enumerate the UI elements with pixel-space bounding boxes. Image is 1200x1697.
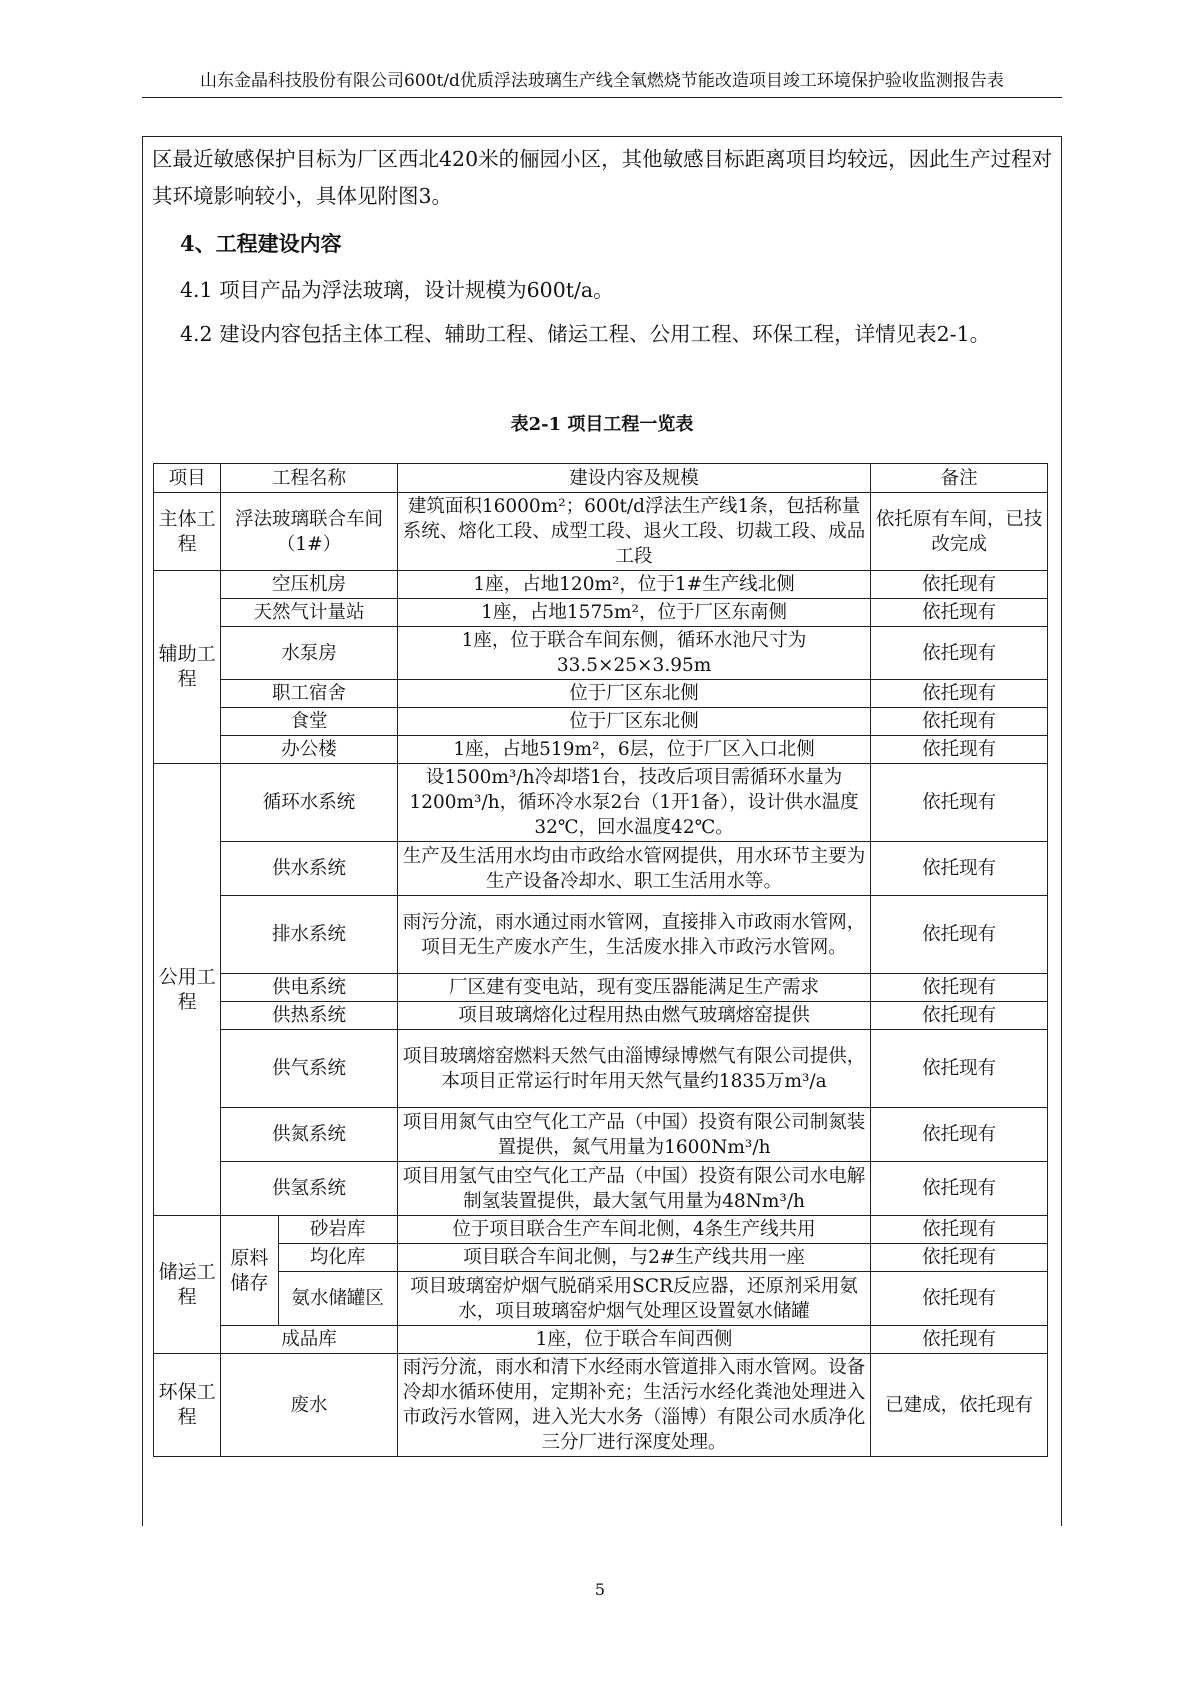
content-cell: 项目玻璃窑炉烟气脱硝采用SCR反应器，还原剂采用氨水，项目玻璃窑炉烟气处理区设置氨水储罐	[397, 1272, 871, 1326]
note-cell: 依托现有	[871, 842, 1048, 896]
name-cell: 职工宿舍	[221, 680, 398, 708]
note-cell: 依托现有	[871, 764, 1048, 842]
name-cell: 成品库	[221, 1326, 398, 1354]
project-table	[153, 463, 1048, 1457]
note-cell: 依托现有	[871, 599, 1048, 627]
table-row	[154, 842, 1048, 896]
note-cell: 依托现有	[871, 974, 1048, 1002]
table-row	[154, 493, 1048, 571]
content-cell: 1座，位于联合车间西侧	[397, 1326, 871, 1354]
note-cell: 依托现有	[871, 1002, 1048, 1030]
table-row	[154, 599, 1048, 627]
name-cell: 空压机房	[221, 571, 398, 599]
table-row	[154, 896, 1048, 974]
paragraph-sensitive-targets: 区最近敏感保护目标为厂区西北420米的俪园小区，其他敏感目标距离项目均较远，因此生产过程对其环境影响较小，具体见附图3。	[152, 147, 1053, 208]
table-row	[154, 571, 1048, 599]
note-cell: 依托原有车间，已技改完成	[871, 493, 1048, 571]
note-cell: 依托现有	[871, 896, 1048, 974]
table-row	[154, 627, 1048, 680]
table-row	[154, 1216, 1048, 1244]
note-cell: 依托现有	[871, 680, 1048, 708]
content-cell: 建筑面积16000m²；600t/d浮法生产线1条，包括称量系统、熔化工段、成型工段、退火工段、切裁工段、成品工段	[397, 493, 871, 571]
name-cell: 废水	[221, 1354, 398, 1457]
page-header: 山东金晶科技股份有限公司600t/d优质浮法玻璃生产线全氧燃烧节能改造项目竣工环境保护验收监测报告表	[142, 66, 1062, 98]
note-cell: 依托现有	[871, 1030, 1048, 1108]
name-cell: 食堂	[221, 708, 398, 736]
name-cell: 氨水储罐区	[278, 1272, 397, 1326]
content-cell: 1座，占地1575m²，位于厂区东南侧	[397, 599, 871, 627]
section-heading: 4、工程建设内容	[180, 231, 342, 256]
note-cell: 依托现有	[871, 736, 1048, 764]
content-cell: 项目玻璃熔窑燃料天然气由淄博绿博燃气有限公司提供，本项目正常运行时年用天然气量约1835万m³/a	[397, 1030, 871, 1108]
header-cell: 项目	[154, 464, 221, 493]
table-row	[154, 1272, 1048, 1326]
note-cell: 依托现有	[871, 1326, 1048, 1354]
name-cell: 供氢系统	[221, 1162, 398, 1216]
content-cell: 项目用氢气由空气化工产品（中国）投资有限公司水电解制氢装置提供，最大氢气用量为48Nm³/h	[397, 1162, 871, 1216]
content-cell: 设1500m³/h冷却塔1台，技改后项目需循环水量为1200m³/h，循环冷水泵2台（1开1备），设计供水温度32℃，回水温度42℃。	[397, 764, 871, 842]
note-cell: 依托现有	[871, 571, 1048, 599]
category-cell: 公用工程	[154, 764, 221, 1216]
table-row	[154, 1162, 1048, 1216]
table-caption: 表2-1 项目工程一览表	[510, 414, 694, 435]
category-cell: 主体工程	[154, 493, 221, 571]
table-row	[154, 974, 1048, 1002]
note-cell: 已建成，依托现有	[871, 1354, 1048, 1457]
name-cell: 循环水系统	[221, 764, 398, 842]
category-cell: 辅助工程	[154, 571, 221, 764]
content-cell: 雨污分流，雨水和清下水经雨水管道排入雨水管网。设备冷却水循环使用，定期补充；生活污水经化粪池处理进入市政污水管网，进入光大水务（淄博）有限公司水质净化三分厂进行深度处理。	[397, 1354, 871, 1457]
content-cell: 项目用氮气由空气化工产品（中国）投资有限公司制氮装置提供，氮气用量为1600Nm³/h	[397, 1108, 871, 1162]
content-cell: 位于厂区东北侧	[397, 680, 871, 708]
table-row	[154, 1030, 1048, 1108]
note-cell: 依托现有	[871, 1216, 1048, 1244]
table-row	[154, 1002, 1048, 1030]
table-row	[154, 1354, 1048, 1457]
name-cell: 砂岩库	[278, 1216, 397, 1244]
content-cell: 雨污分流，雨水通过雨水管网，直接排入市政雨水管网，项目无生产废水产生，生活废水排入市政污水管网。	[397, 896, 871, 974]
table-row	[154, 764, 1048, 842]
name-cell: 水泵房	[221, 627, 398, 680]
name-cell: 天然气计量站	[221, 599, 398, 627]
name-cell: 供热系统	[221, 1002, 398, 1030]
paragraph-4-2: 4.2 建设内容包括主体工程、辅助工程、储运工程、公用工程、环保工程，详情见表2-1。	[180, 322, 991, 346]
content-cell: 厂区建有变电站，现有变压器能满足生产需求	[397, 974, 871, 1002]
note-cell: 依托现有	[871, 1244, 1048, 1272]
content-cell: 项目联合车间北侧，与2#生产线共用一座	[397, 1244, 871, 1272]
note-cell: 依托现有	[871, 1162, 1048, 1216]
note-cell: 依托现有	[871, 627, 1048, 680]
content-cell: 位于厂区东北侧	[397, 708, 871, 736]
table-row	[154, 1326, 1048, 1354]
note-cell: 依托现有	[871, 1272, 1048, 1326]
table-row	[154, 736, 1048, 764]
name-cell: 供氮系统	[221, 1108, 398, 1162]
table-row	[154, 1244, 1048, 1272]
name-cell: 浮法玻璃联合车间（1#）	[221, 493, 398, 571]
table-row	[154, 1108, 1048, 1162]
name-cell: 均化库	[278, 1244, 397, 1272]
name-cell: 供气系统	[221, 1030, 398, 1108]
content-cell: 1座，占地519m²，6层，位于厂区入口北侧	[397, 736, 871, 764]
subcategory-cell: 原料储存	[221, 1216, 278, 1326]
content-cell: 生产及生活用水均由市政给水管网提供，用水环节主要为生产设备冷却水、职工生活用水等。	[397, 842, 871, 896]
content-cell: 1座，占地120m²，位于1#生产线北侧	[397, 571, 871, 599]
paragraph-4-1: 4.1 项目产品为浮法玻璃，设计规模为600t/a。	[180, 278, 614, 302]
note-cell: 依托现有	[871, 708, 1048, 736]
content-cell: 1座，位于联合车间东侧，循环水池尺寸为33.5×25×3.95m	[397, 627, 871, 680]
header-cell: 备注	[871, 464, 1048, 493]
name-cell: 供电系统	[221, 974, 398, 1002]
category-cell: 环保工程	[154, 1354, 221, 1457]
name-cell: 办公楼	[221, 736, 398, 764]
content-cell: 位于项目联合生产车间北侧，4条生产线共用	[397, 1216, 871, 1244]
page-number: 5	[594, 1580, 606, 1599]
note-cell: 依托现有	[871, 1108, 1048, 1162]
content-cell: 项目玻璃熔化过程用热由燃气玻璃熔窑提供	[397, 1002, 871, 1030]
name-cell: 排水系统	[221, 896, 398, 974]
header-cell: 工程名称	[221, 464, 398, 493]
name-cell: 供水系统	[221, 842, 398, 896]
category-cell: 储运工程	[154, 1216, 221, 1354]
table-header-row	[154, 464, 1048, 493]
header-cell: 建设内容及规模	[397, 464, 871, 493]
table-row	[154, 680, 1048, 708]
table-row	[154, 708, 1048, 736]
